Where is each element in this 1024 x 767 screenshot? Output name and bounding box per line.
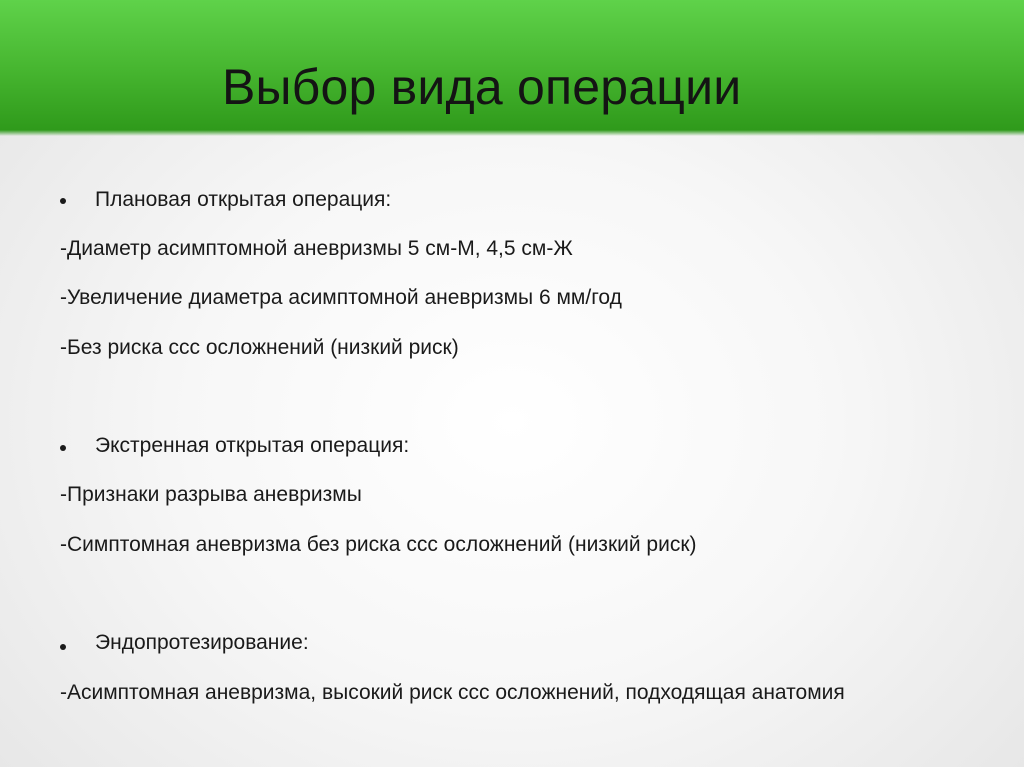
bullet-marker [60,644,66,650]
list-item: -Без риска ссс осложнений (низкий риск) [60,336,459,359]
slide-title: Выбор вида операции [222,59,742,115]
list-item: -Увеличение диаметра асимптомной аневризмы 6 мм/год [60,286,622,309]
bullet-marker [60,198,66,204]
list-item: -Симптомная аневризма без риска ссс осложнений (низкий риск) [60,533,697,556]
list-item: -Асимптомная аневризма, высокий риск ссс осложнений, подходящая анатомия [60,681,845,704]
section-heading: Эндопротезирование: [95,631,309,654]
list-item: -Признаки разрыва аневризмы [60,483,362,506]
section-heading: Экстренная открытая операция: [95,434,410,457]
list-item: -Диаметр асимптомной аневризмы 5 см-М, 4,5 см-Ж [60,237,573,260]
section-heading: Плановая открытая операция: [95,188,392,211]
bullet-marker [60,445,66,451]
